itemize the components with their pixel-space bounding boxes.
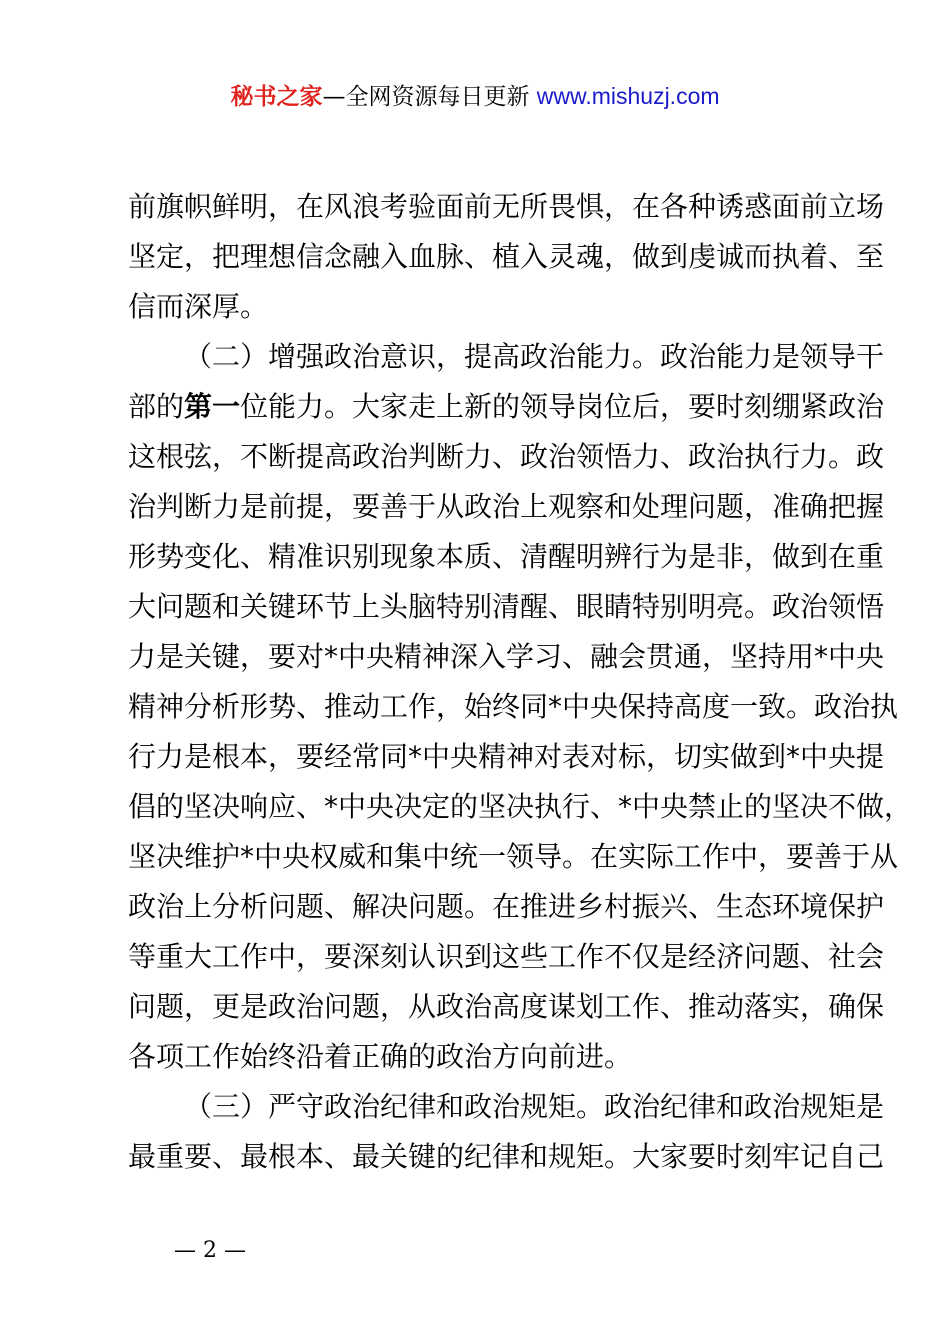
paragraph-2-line: 等重大工作中，要深刻认识到这些工作不仅是经济问题、社会 xyxy=(128,940,885,973)
paragraph-2-line: 力是关键，要对*中央精神深入学习、融会贯通，坚持用*中央 xyxy=(128,640,885,673)
brand-name: 秘书之家 xyxy=(230,84,323,110)
paragraph-1-line: 坚定，把理想信念融入血脉、植入灵魂，做到虔诚而执着、至 xyxy=(128,240,885,273)
paragraph-1-line: 前旗帜鲜明，在风浪考验面前无所畏惧，在各种诱惑面前立场 xyxy=(128,190,885,223)
paragraph-3-heading-line: （三）严守政治纪律和政治规矩。政治纪律和政治规矩是 xyxy=(184,1090,885,1123)
paragraph-2-line: 治判断力是前提，要善于从政治上观察和处理问题，准确把握 xyxy=(128,490,885,523)
paragraph-3-line: 最重要、最根本、最关键的纪律和规矩。大家要时刻牢记自己 xyxy=(128,1140,885,1173)
paragraph-2-heading-line: （二）增强政治意识，提高政治能力。政治能力是领导干 xyxy=(184,340,885,373)
site-header xyxy=(0,80,950,113)
paragraph-2-line xyxy=(128,382,885,432)
site-url-link[interactable]: www.mishuzj.com xyxy=(536,83,720,109)
bold-emphasis: 第一 xyxy=(184,390,241,423)
paragraph-2-text: 位能力。大家走上新的领导岗位后，要时刻绷紧政治 xyxy=(240,390,885,423)
paragraph-2-line: 这根弦，不断提高政治判断力、政治领悟力、政治执行力。政 xyxy=(128,440,885,473)
paragraph-2-line: 行力是根本，要经常同*中央精神对表对标，切实做到*中央提 xyxy=(128,740,885,773)
header-slogan: —全网资源每日更新 xyxy=(322,84,537,110)
document-body xyxy=(128,182,913,1182)
paragraph-2-line: 形势变化、精准识别现象本质、清醒明辨行为是非，做到在重 xyxy=(128,540,885,573)
page-number: — 2 — xyxy=(174,1238,246,1263)
paragraph-2-line: 坚决维护*中央权威和集中统一领导。在实际工作中，要善于从 xyxy=(128,840,899,873)
paragraph-2-text: 部的 xyxy=(128,390,185,423)
paragraph-2-line: 问题，更是政治问题，从政治高度谋划工作、推动落实，确保 xyxy=(128,990,885,1023)
paragraph-2-line: 大问题和关键环节上头脑特别清醒、眼睛特别明亮。政治领悟 xyxy=(128,590,885,623)
paragraph-2-line: 政治上分析问题、解决问题。在推进乡村振兴、生态环境保护 xyxy=(128,890,885,923)
paragraph-2-line: 各项工作始终沿着正确的政治方向前进。 xyxy=(128,1040,633,1073)
paragraph-1-line: 信而深厚。 xyxy=(128,290,269,323)
paragraph-2-line: 精神分析形势、推动工作，始终同*中央保持高度一致。政治执 xyxy=(128,690,899,723)
paragraph-2-line: 倡的坚决响应、*中央决定的坚决执行、*中央禁止的坚决不做， xyxy=(128,790,913,823)
